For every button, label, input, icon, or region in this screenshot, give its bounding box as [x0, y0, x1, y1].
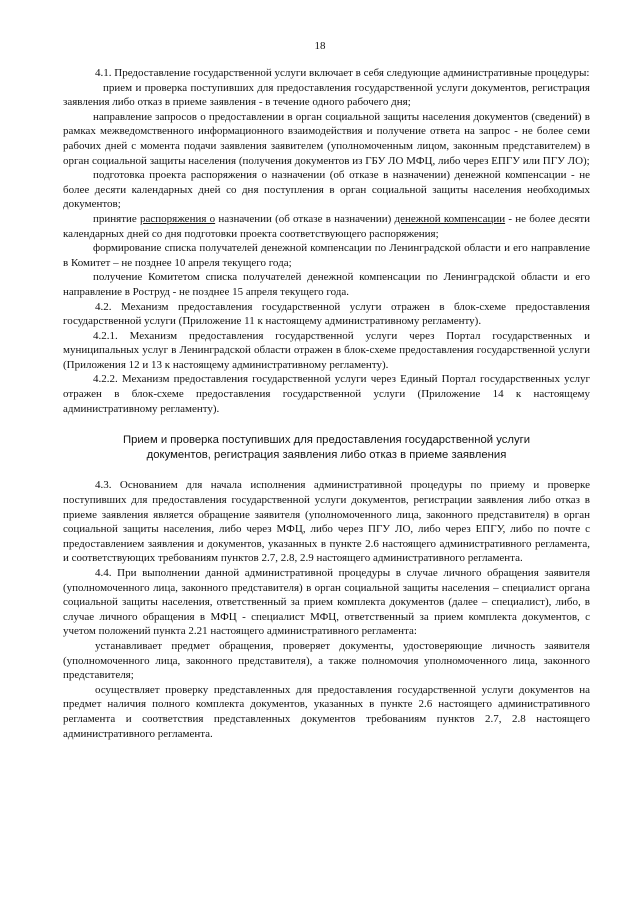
paragraph-procedure-reception: прием и проверка поступивших для предоставления государственной услуги документов, регистрация заявления либо отказ в приеме заявления - в течение одного рабочего дня; — [63, 81, 590, 109]
page-number: 18 — [314, 40, 326, 52]
paragraph-4-1: 4.1. Предоставление государственной услуги включает в себя следующие административные процедуры: — [95, 67, 590, 79]
paragraph-procedure-draft: подготовка проекта распоряжения о назначении (об отказе в назначении) денежной компенсации - не более десяти календарных дней со дня поступления в орган социальной защиты населения необходимых документов; — [63, 169, 590, 211]
paragraph-document-check: осуществляет проверку представленных для предоставления государственной услуги документов на предмет наличия полного комплекта документов, указанных в пункте 2.6 настоящего административного регламента и соответствия представленных документов требованиям пунктов 2.7, 2.8 настоящего административного регламента. — [63, 683, 590, 740]
paragraph-identity-check: устанавливает предмет обращения, проверяет документы, удостоверяющие личность заявителя (уполномоченного лица, законного представителя), а также полномочия уполномоченного лица, законного представителя; — [63, 639, 590, 682]
paragraph-4-4: 4.4. При выполнении данной административной процедуры в случае личного обращения заявителя (уполномоченного лица, законного представителя) в орган социальной защиты населения – специалист органа социальной защиты населения, ответственный за прием комплекта документов (далее – специалист), либо, в случае личного обращения в МФЦ - специалист МФЦ, ответственный за прием комплекта документов, с учетом положений пункта 2.21 настоящего административного регламента: — [63, 567, 590, 638]
document-body — [63, 66, 590, 741]
paragraph-4-3: 4.3. Основанием для начала исполнения административной процедуры по приему и проверке поступивших для предоставления государственной услуги документов, регистрации заявления либо отказ в приеме заявления является обращение заявителя (уполномоченного лица, законного представителя) в орган социальной защиты населения, либо через МФЦ, либо через ПГУ ЛО, либо через ЕПГУ, либо по почте с предоставлением заявления и документов, указанных в пункте 2.6 настоящего административного регламента, и соответствующих требованиям пунктов 2.7, 2.8, 2.9 настоящего административного регламента. — [63, 479, 590, 565]
paragraph-procedure-list: формирование списка получателей денежной компенсации по Ленинградской области и его направление в Комитет – не позднее 10 апреля текущего года; — [63, 242, 590, 269]
section-heading: Прием и проверка поступивших для предоставления государственной услуги документов, регистрация заявления либо отказ в приеме заявления — [122, 434, 531, 461]
paragraph-4-2-1: 4.2.1. Механизм предоставления государственной услуги через Портал государственных и муниципальных услуг в Ленинградской области отражен в блок-схеме предоставления государственной услуги (Приложения 12 и 13 к настоящему административному регламенту). — [63, 329, 590, 371]
paragraph-procedure-decision — [63, 212, 590, 241]
paragraph-procedure-rostrud: получение Комитетом списка получателей денежной компенсации по Ленинградской области и его направление в Роструд - не позднее 15 апреля текущего года. — [63, 271, 590, 298]
text-fragment: назначении (об отказе в назначении) — [215, 212, 395, 225]
text-fragment: принятие — [93, 212, 141, 225]
paragraph-4-2: 4.2. Механизм предоставления государственной услуги отражен в блок-схеме предоставления государственной услуги (Приложение 11 к настоящему административному регламенту). — [63, 300, 590, 328]
text-fragment: - не более десяти календарных дней со дня подготовки проекта соответствующего распоряжения; — [63, 212, 591, 240]
underlined-text: распоряжения о — [140, 212, 216, 225]
underlined-text: денежной компенсации — [394, 212, 506, 225]
paragraph-4-2-2: 4.2.2. Механизм предоставления государственной услуги через Единый Портал государственных услуг отражен в блок-схеме предоставления государственной услуги (Приложение 14 к настоящему административному регламенту). — [63, 373, 590, 415]
paragraph-procedure-requests: направление запросов о предоставлении в орган социальной защиты населения документов (сведений) в рамках межведомственного информационного взаимодействия и получение ответа на запрос - не более семи рабочих дней с момента подачи заявления заявителем (уполномоченным лицом, законным представителем) в орган социальной защиты населения (получения документов из ГБУ ЛО МФЦ, либо через ЕПГУ или ПГУ ЛО); — [63, 110, 590, 167]
